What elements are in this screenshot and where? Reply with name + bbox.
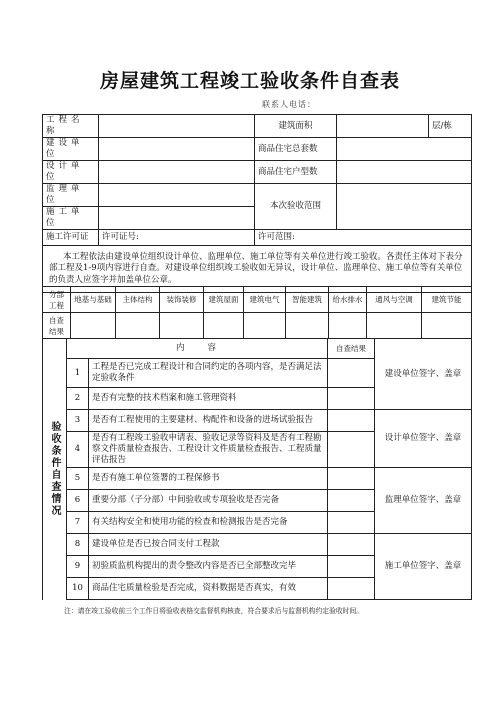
license-number-label: 许可证号:	[102, 232, 139, 242]
result-header: 自查结果	[328, 339, 375, 359]
subdivision-item: 装饰装修	[160, 287, 204, 313]
subdivision-item: 地基与基础	[71, 287, 116, 313]
result-label: 自查结果	[43, 313, 71, 339]
supervisor-field[interactable]	[99, 184, 255, 207]
license-label: 施工许可证	[43, 230, 99, 246]
project-name-field[interactable]	[99, 115, 255, 138]
content-header: 内 容	[67, 339, 328, 359]
contact-phone-label: 联系人电话：	[262, 100, 316, 109]
subdivision-item: 给水排水	[329, 287, 367, 313]
result-cell[interactable]	[204, 313, 244, 339]
subdivision-item: 通风与空调	[367, 287, 422, 313]
row-result[interactable]	[328, 359, 375, 388]
scope-field[interactable]	[337, 184, 472, 230]
result-cell[interactable]	[286, 313, 329, 339]
signature-designer[interactable]: 设计单位签字、盖章	[375, 410, 472, 468]
row-content: 是否有工程竣工验收申请表、验收记录等资料及是否有工程勘察文件质量检查报告、工程设计文件质量检查报告、工程质量评估报告	[89, 432, 328, 468]
checklist-table	[42, 338, 472, 600]
license-scope-label: 许可范围:	[258, 232, 295, 242]
acceptance-statement: 本工程依法由建设单位组织设计单位、监理单位、施工单位等有关单位进行竣工验收。各责任主体对下表分部工程及1-9项内容进行自查。对建设单位组织竣工验收如无异议，设计单位、监理单位、施工单位等有关单位的负责人应签字并加盖单位公章。	[43, 246, 472, 293]
row-content: 建设单位是否已按合同支付工程款	[89, 534, 328, 556]
project-name-label: 工程名称	[43, 115, 99, 138]
license-scope-field[interactable]	[255, 230, 472, 246]
builder-field[interactable]	[99, 138, 255, 161]
row-result[interactable]	[328, 556, 375, 578]
signature-builder[interactable]: 建设单位签字、盖章	[375, 339, 472, 410]
result-cell[interactable]	[160, 313, 204, 339]
info-table	[42, 114, 472, 293]
row-content: 商品住宅质量检验是否完成，资料数据是否真实，有效	[89, 578, 328, 600]
row-result[interactable]	[328, 410, 375, 432]
row-content: 重要分部（子分部）中间验收或专项验收是否完备	[89, 490, 328, 512]
unit-types-label: 商品住宅户型数	[255, 161, 337, 184]
total-units-label: 商品住宅总套数	[255, 138, 337, 161]
row-result[interactable]	[328, 388, 375, 410]
footnote: 注：请在竣工验收前三个工作日将验收表格交监督机构核查，符合要求后与监督机构约定验收时间。	[64, 607, 364, 615]
unit-types-field[interactable]	[337, 161, 472, 184]
row-content: 是否有施工单位签署的工程保修书	[89, 468, 328, 490]
result-cell[interactable]	[71, 313, 116, 339]
result-cell[interactable]	[422, 313, 472, 339]
contractor-field[interactable]	[99, 207, 255, 230]
row-result[interactable]	[328, 432, 375, 468]
row-content: 工程是否已完成工程设计和合同约定的各项内容，是否满足法定验收条件	[89, 359, 328, 388]
license-number-field[interactable]	[99, 230, 255, 246]
row-number: 2	[67, 388, 89, 410]
result-cell[interactable]	[329, 313, 367, 339]
floors-field[interactable]	[429, 115, 472, 138]
row-content: 是否有完整的技术档案和施工管理资料	[89, 388, 328, 410]
subdivision-item: 建筑电气	[244, 287, 286, 313]
row-number: 4	[67, 432, 89, 468]
row-content: 初验质监机构提出的责令整改内容是否已全部整改完毕	[89, 556, 328, 578]
supervisor-label: 监理单位	[43, 184, 99, 207]
row-number: 10	[67, 578, 89, 600]
row-result[interactable]	[328, 468, 375, 490]
row-content: 是否有工程使用的主要建材、构配件和设备的进场试验报告	[89, 410, 328, 432]
row-result[interactable]	[328, 512, 375, 534]
row-result[interactable]	[328, 578, 375, 600]
row-result[interactable]	[328, 490, 375, 512]
row-number: 3	[67, 410, 89, 432]
result-cell[interactable]	[367, 313, 422, 339]
subdivision-header-label: 分部工程	[43, 287, 71, 313]
scope-label: 本次验收范围	[255, 184, 337, 230]
designer-field[interactable]	[99, 161, 255, 184]
building-area-field[interactable]	[337, 115, 429, 138]
subdivision-item: 智能建筑	[286, 287, 329, 313]
contractor-label: 施工单位	[43, 207, 99, 230]
row-number: 5	[67, 468, 89, 490]
row-number: 6	[67, 490, 89, 512]
result-cell[interactable]	[244, 313, 286, 339]
subdivision-item: 主体结构	[116, 287, 160, 313]
row-number: 1	[67, 359, 89, 388]
page-title: 房屋建筑工程竣工验收条件自查表	[99, 70, 400, 92]
result-cell[interactable]	[116, 313, 160, 339]
row-number: 9	[67, 556, 89, 578]
designer-label: 设计单位	[43, 161, 99, 184]
subdivision-item: 建筑屋面	[204, 287, 244, 313]
subdivision-table	[42, 286, 472, 339]
row-content: 有关结构安全和使用功能的检查和检测报告是否完备	[89, 512, 328, 534]
total-units-field[interactable]	[337, 138, 472, 161]
subdivision-item: 建筑节能	[422, 287, 472, 313]
checklist-side-label: 验收条件自查情况	[43, 339, 67, 600]
builder-label: 建设单位	[43, 138, 99, 161]
building-area-label: 建筑面积	[255, 115, 337, 138]
row-number: 8	[67, 534, 89, 556]
floors-label: 层/栋	[432, 120, 452, 131]
signature-contractor[interactable]: 施工单位签字、盖章	[375, 534, 472, 600]
row-result[interactable]	[328, 534, 375, 556]
row-number: 7	[67, 512, 89, 534]
signature-supervisor[interactable]: 监理单位签字、盖章	[375, 468, 472, 534]
